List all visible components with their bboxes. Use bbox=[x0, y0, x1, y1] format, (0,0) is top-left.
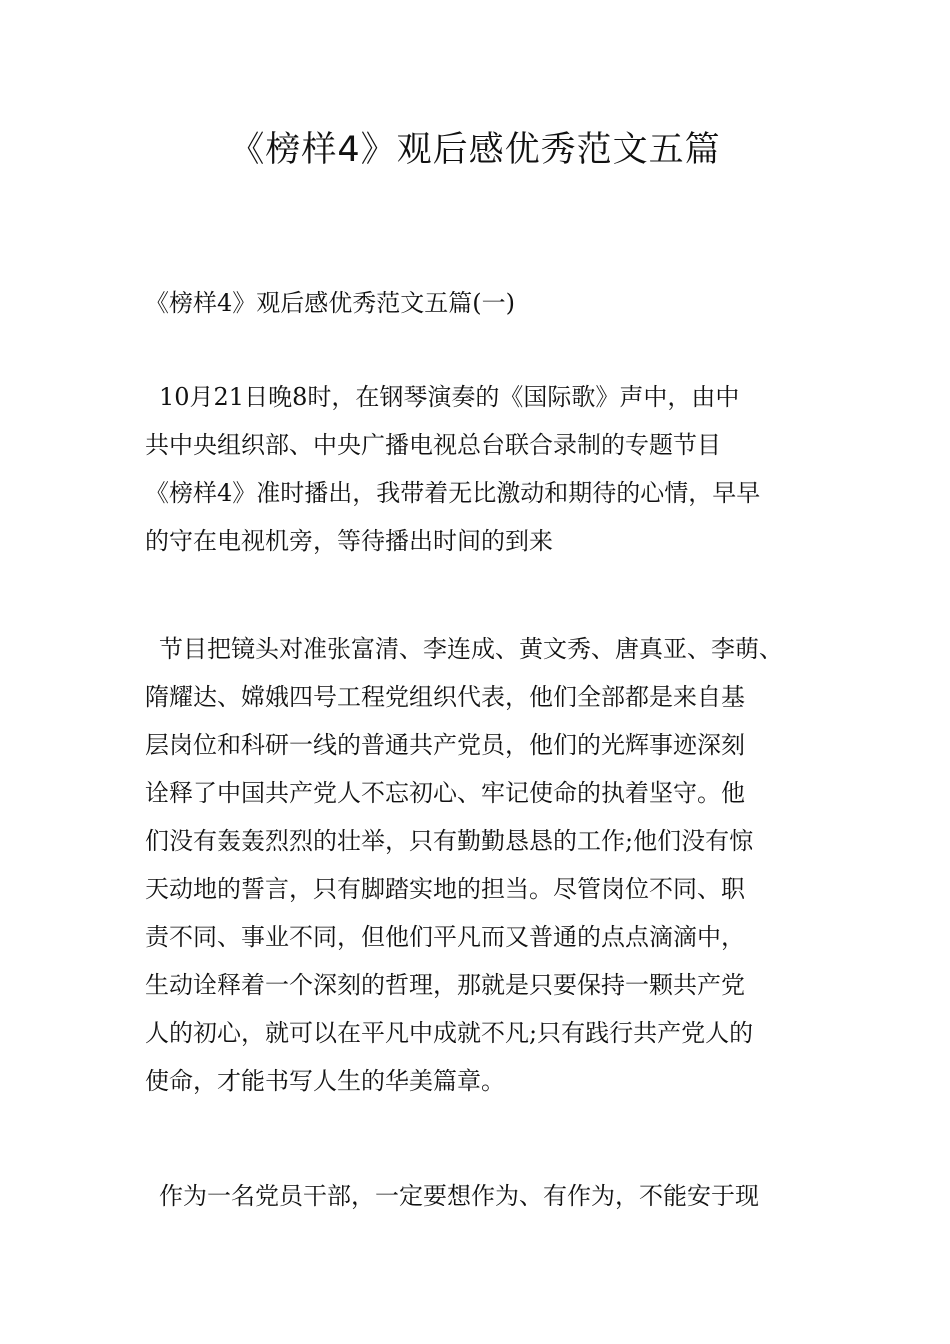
document-title: 《榜样4》观后感优秀范文五篇 bbox=[229, 130, 721, 170]
paragraph-line: 作为一名党员干部，一定要想作为、有作为，不能安于现 bbox=[159, 1182, 759, 1210]
paragraph-line: 节目把镜头对准张富清、李连成、黄文秀、唐真亚、李萌、 bbox=[159, 635, 783, 663]
paragraph-line: 《榜样4》准时播出，我带着无比激动和期待的心情，早早 bbox=[145, 479, 761, 507]
paragraph-line: 天动地的誓言，只有脚踏实地的担当。尽管岗位不同、职 bbox=[145, 875, 745, 903]
paragraph-3 bbox=[145, 1172, 835, 1220]
paragraph-line: 使命，才能书写人生的华美篇章。 bbox=[145, 1067, 505, 1095]
paragraph-line: 人的初心，就可以在平凡中成就不凡;只有践行共产党人的 bbox=[145, 1019, 754, 1047]
paragraph-line: 生动诠释着一个深刻的哲理，那就是只要保持一颗共产党 bbox=[145, 971, 745, 999]
paragraph-line: 诠释了中国共产党人不忘初心、牢记使命的执着坚守。他 bbox=[145, 779, 745, 807]
section-heading: 《榜样4》观后感优秀范文五篇(一) bbox=[145, 289, 515, 317]
paragraph-line: 隋耀达、嫦娥四号工程党组织代表，他们全部都是来自基 bbox=[145, 683, 745, 711]
paragraph-1 bbox=[145, 373, 835, 565]
paragraph-line: 层岗位和科研一线的普通共产党员，他们的光辉事迹深刻 bbox=[145, 731, 745, 759]
paragraph-line: 共中央组织部、中央广播电视总台联合录制的专题节目 bbox=[145, 431, 721, 459]
paragraph-line: 10月21日晚8时，在钢琴演奏的《国际歌》声中，由中 bbox=[159, 383, 740, 411]
paragraph-line: 们没有轰轰烈烈的壮举，只有勤勤恳恳的工作;他们没有惊 bbox=[145, 827, 754, 855]
paragraph-line: 的守在电视机旁，等待播出时间的到来 bbox=[145, 527, 553, 555]
paragraph-2 bbox=[145, 625, 835, 1105]
paragraph-line: 责不同、事业不同，但他们平凡而又普通的点点滴滴中， bbox=[145, 923, 745, 951]
